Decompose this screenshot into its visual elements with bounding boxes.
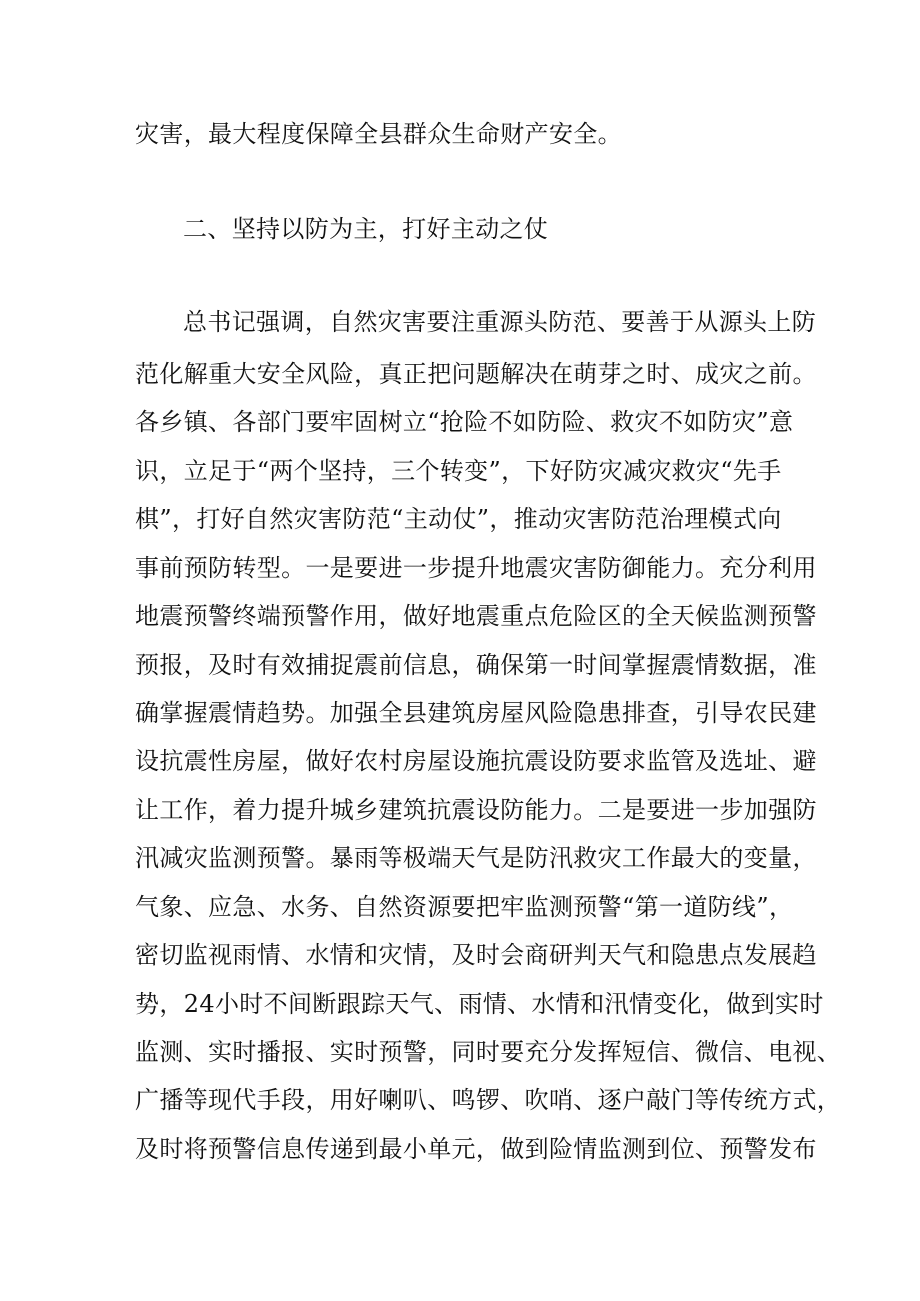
paragraph-line: 势，24小时不间断跟踪天气、雨情、水情和汛情变化，做到实时 bbox=[135, 990, 824, 1018]
paragraph-line: 范化解重大安全风险，真正把问题解决在萌芽之时、成灾之前。 bbox=[135, 360, 817, 388]
paragraph-line: 各乡镇、各部门要牢固树立“抢险不如防险、救灾不如防灾”意 bbox=[135, 408, 794, 436]
paragraph-line: 及时将预警信息传递到最小单元，做到险情监测到位、预警发布 bbox=[135, 1135, 817, 1163]
section-heading: 二、坚持以防为主，打好主动之仗 bbox=[183, 215, 549, 243]
paragraph-line: 监测、实时播报、实时预警，同时要充分发挥短信、微信、电视、 bbox=[135, 1038, 842, 1066]
paragraph-line: 设抗震性房屋，做好农村房屋设施抗震设防要求监管及选址、避 bbox=[135, 747, 817, 775]
paragraph-line: 让工作，着力提升城乡建筑抗震设防能力。二是要进一步加强防 bbox=[135, 796, 817, 824]
paragraph-line: 气象、应急、水务、自然资源要把牢监测预警“第一道防线”， bbox=[135, 893, 794, 921]
paragraph-line: 密切监视雨情、水情和灾情，及时会商研判天气和隐患点发展趋 bbox=[135, 941, 817, 969]
paragraph-line: 确掌握震情趋势。加强全县建筑房屋风险隐患排查，引导农民建 bbox=[135, 699, 817, 727]
paragraph-line: 汛减灾监测预警。暴雨等极端天气是防汛救灾工作最大的变量， bbox=[135, 844, 817, 872]
paragraph-line: 预报，及时有效捕捉震前信息，确保第一时间掌握震情数据，准 bbox=[135, 651, 817, 679]
paragraph-line: 事前预防转型。一是要进一步提升地震灾害防御能力。充分利用 bbox=[135, 554, 817, 582]
paragraph-line: 灾害，最大程度保障全县群众生命财产安全。 bbox=[135, 120, 622, 148]
paragraph-line: 识，立足于“两个坚持，三个转变”，下好防灾减灾救灾“先手 bbox=[135, 457, 782, 485]
paragraph-line: 总书记强调，自然灾害要注重源头防范、要善于从源头上防 bbox=[183, 308, 817, 336]
paragraph-line: 地震预警终端预警作用，做好地震重点危险区的全天候监测预警 bbox=[135, 602, 817, 630]
paragraph-line: 棋”，打好自然灾害防范“主动仗”，推动灾害防范治理模式向 bbox=[135, 505, 782, 533]
paragraph-line: 广播等现代手段，用好喇叭、鸣锣、吹哨、逐户敲门等传统方式， bbox=[135, 1086, 842, 1114]
